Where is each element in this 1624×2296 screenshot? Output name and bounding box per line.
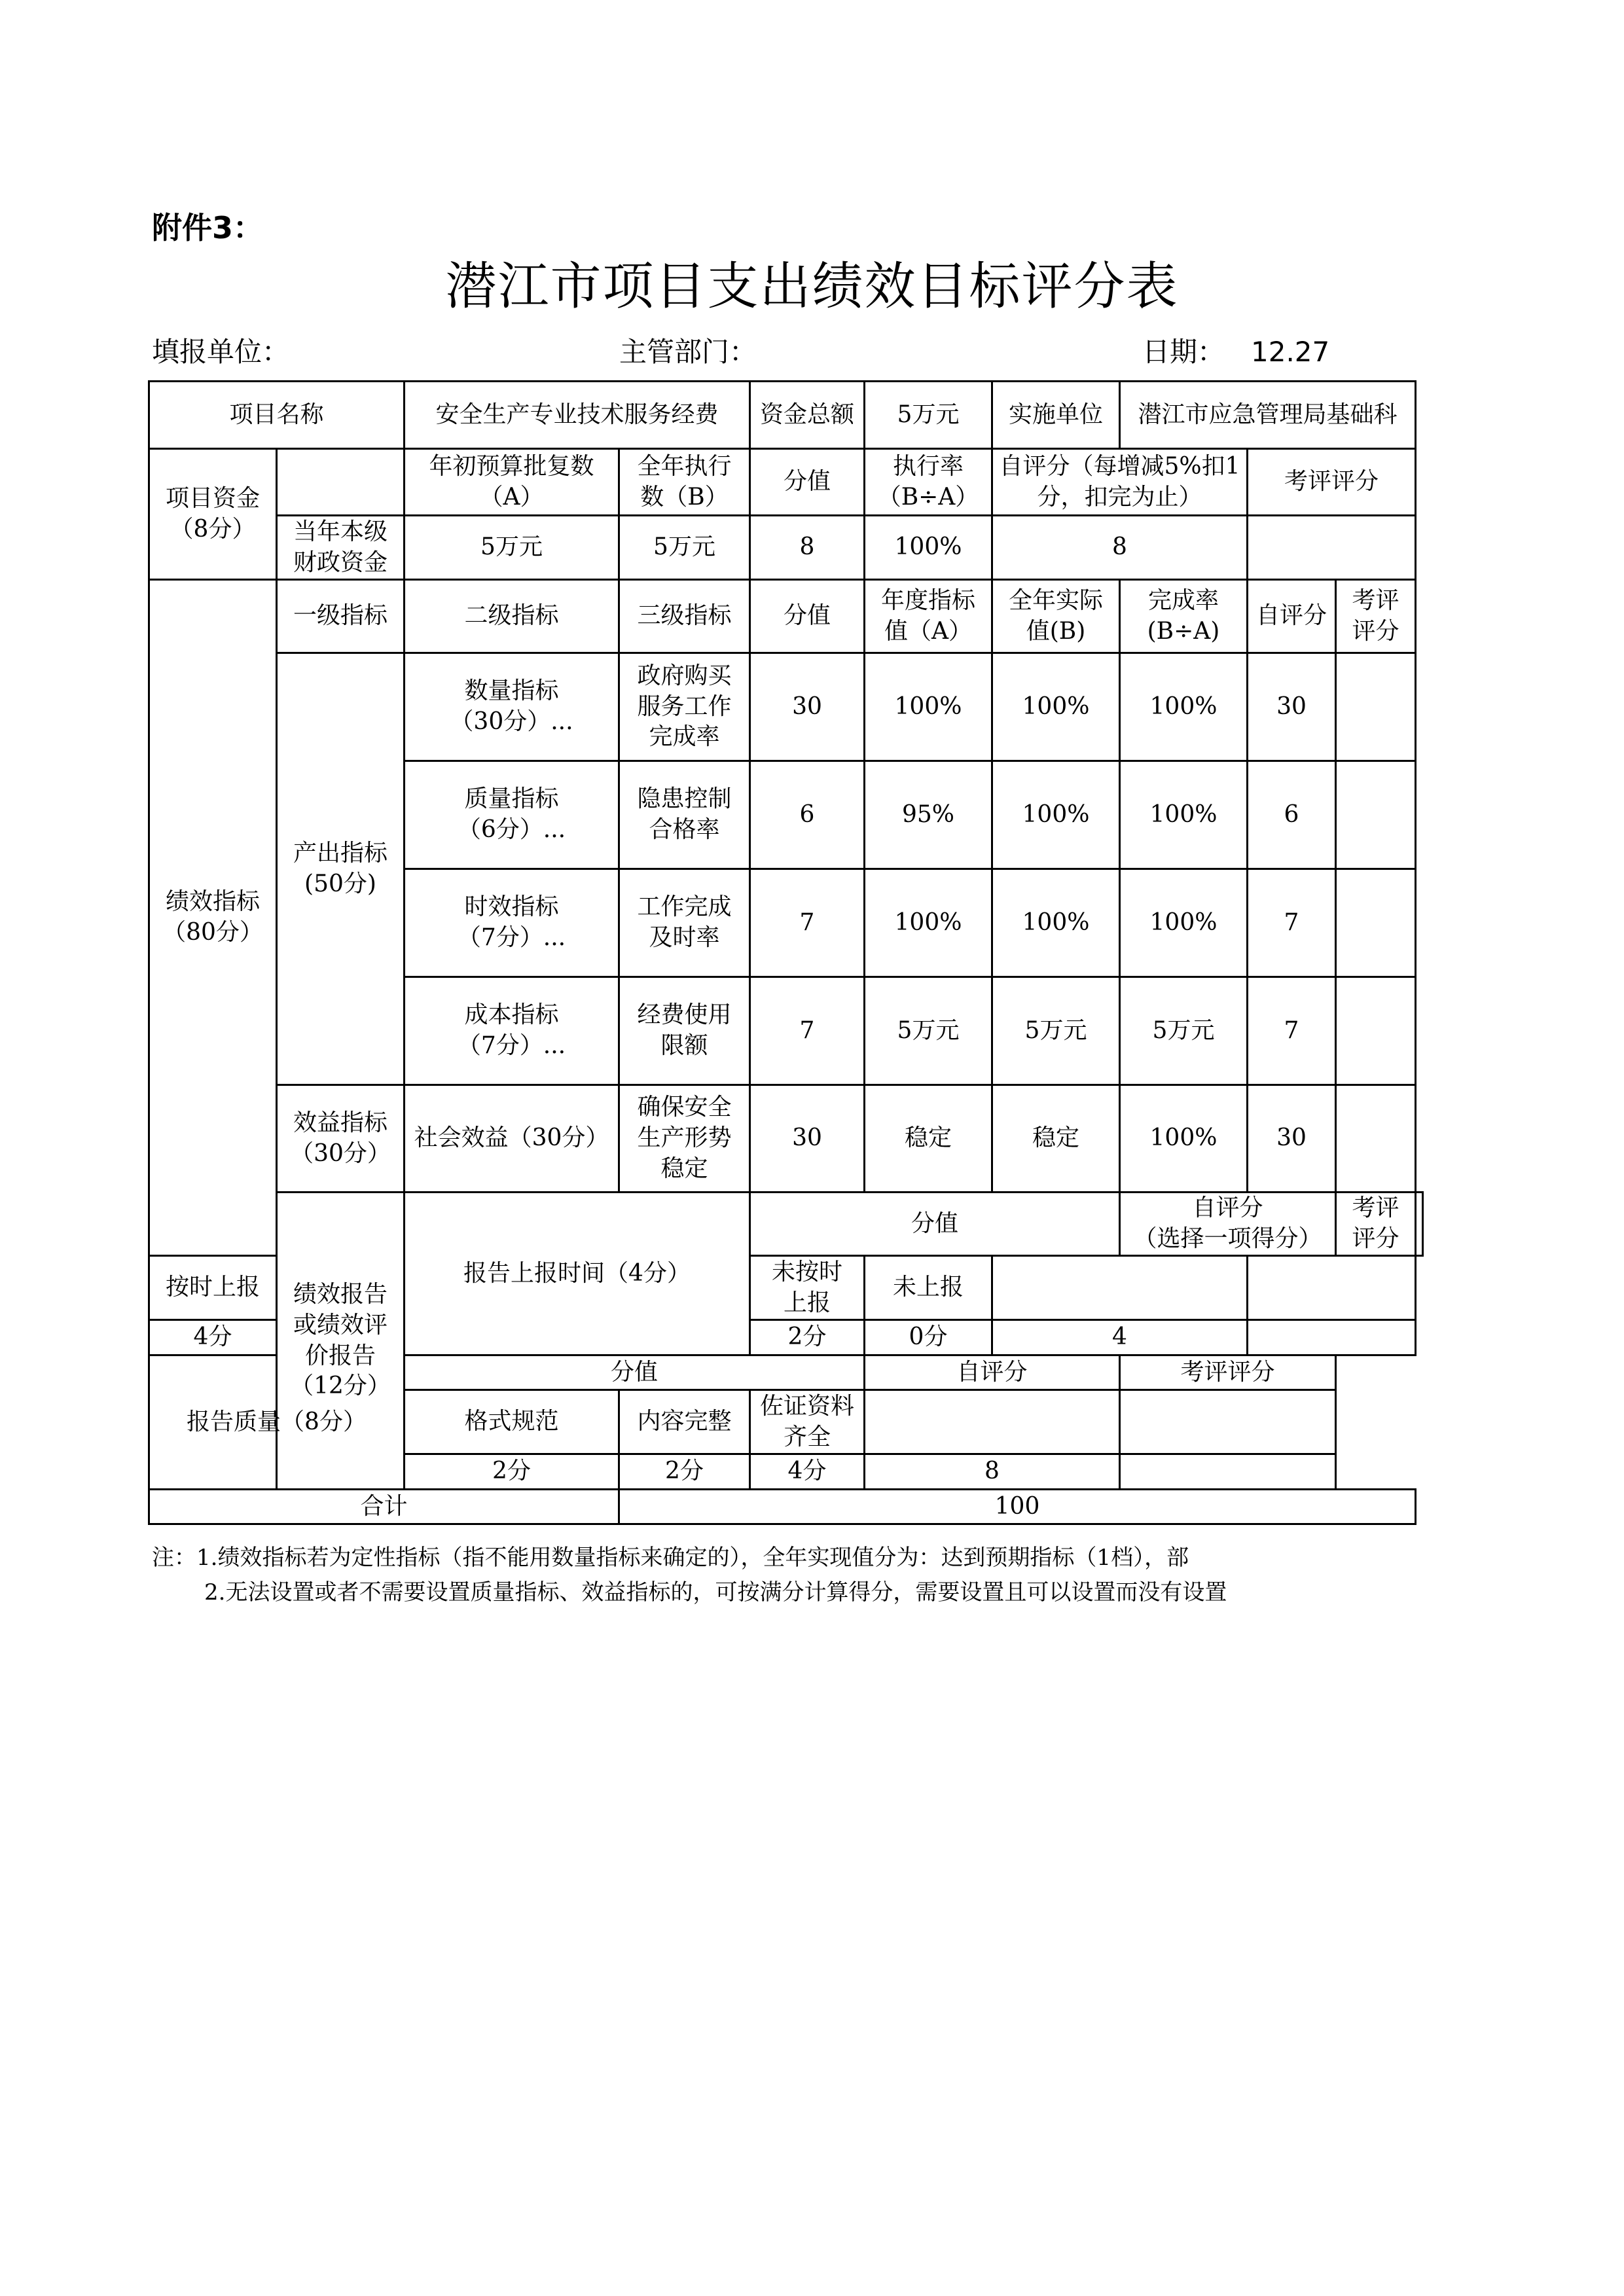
report-quality-score-header: 分值 [405,1355,865,1390]
report-quality-self-value: 8 [865,1454,1120,1490]
report-section-label: 绩效报告 或绩效评 价报告 （12分） [277,1193,405,1490]
report-time-review-header: 考评 评分 [1336,1193,1416,1256]
funds-col-review: 考评评分 [1248,449,1416,516]
report-time-label: 报告上报时间（4分） [405,1193,750,1355]
project-name-label: 项目名称 [149,382,405,449]
indicator-rate: 100% [1120,761,1248,869]
report-quality-self-header: 自评分 [865,1355,1120,1390]
indicator-rate: 100% [1120,653,1248,761]
indicator-level3: 隐患控制 合格率 [619,761,750,869]
funds-blank-cell [277,449,405,516]
indicator-actual: 100% [992,761,1120,869]
note-line-2: 2.无法设置或者不需要设置质量指标、效益指标的，可按满分计算得分，需要设置且可以设置而没有设置 [204,1579,1227,1605]
total-funds-value: 5万元 [865,382,992,449]
report-quality-self-blank [865,1390,1120,1454]
report-time-header-row [149,1193,1423,1256]
output-indicator-label: 产出指标 (50分) [277,653,405,1085]
indicator-self: 30 [1248,1085,1336,1193]
indicator-self: 6 [1248,761,1336,869]
perf-section-label: 绩效指标 （80分） [149,580,277,1256]
indicator-level2: 质量指标 （6分）... [405,761,619,869]
indicator-review [1336,653,1416,761]
report-time-points: 2分 [750,1320,865,1355]
indicator-review [1336,869,1416,977]
indicator-level2: 数量指标 （30分）... [405,653,619,761]
funds-col-budget: 年初预算批复数 （A） [405,449,619,516]
report-time-self-blank [992,1256,1248,1320]
report-time-self-header: 自评分 （选择一项得分） [1120,1193,1336,1256]
perf-col-level1: 一级指标 [277,580,405,653]
total-label: 合计 [149,1490,619,1524]
funds-exec: 5万元 [619,516,750,580]
indicator-self: 7 [1248,869,1336,977]
indicator-score: 6 [750,761,865,869]
report-time-option: 按时上报 [149,1256,277,1320]
perf-col-level3: 三级指标 [619,580,750,653]
funds-budget: 5万元 [405,516,619,580]
attachment-label: 附件3： [152,210,264,245]
perf-col-self: 自评分 [1248,580,1336,653]
report-time-option: 未按时 上报 [750,1256,865,1320]
funds-col-score: 分值 [750,449,865,516]
indicator-level3: 确保安全 生产形势 稳定 [619,1085,750,1193]
perf-col-rate: 完成率 (B÷A) [1120,580,1248,653]
report-time-review-value [1248,1320,1416,1355]
indicator-level2: 成本指标 （7分）... [405,977,619,1085]
score-table [148,380,1424,1525]
department-label: 主管部门： [619,336,757,368]
indicator-score: 7 [750,977,865,1085]
indicator-target: 稳定 [865,1085,992,1193]
indicator-level3: 工作完成 及时率 [619,869,750,977]
date-label: 日期： [1142,336,1225,368]
date-value: 12.27 [1251,336,1330,368]
report-quality-option: 内容完整 [619,1390,750,1454]
report-quality-option: 格式规范 [405,1390,619,1454]
indicator-rate: 5万元 [1120,977,1248,1085]
benefit-indicator-label: 效益指标 （30分） [277,1085,405,1193]
indicator-target: 100% [865,653,992,761]
report-time-self-value: 4 [992,1320,1248,1355]
perf-header-row [149,580,1423,653]
project-row [149,382,1423,449]
indicator-target: 100% [865,869,992,977]
indicator-self: 7 [1248,977,1336,1085]
report-time-review-cell [1248,1256,1416,1320]
funds-score: 8 [750,516,865,580]
funds-rate: 100% [865,516,992,580]
indicator-rate: 100% [1120,869,1248,977]
report-quality-review-value [1120,1454,1336,1490]
table-row [149,653,1423,761]
indicator-actual: 100% [992,869,1120,977]
indicator-target: 5万元 [865,977,992,1085]
indicator-actual: 5万元 [992,977,1120,1085]
funds-row-label: 当年本级 财政资金 [277,516,405,580]
funds-value-row [149,516,1423,580]
report-time-score-header: 分值 [750,1193,1120,1256]
indicator-review [1336,761,1416,869]
indicator-level3: 政府购买 服务工作 完成率 [619,653,750,761]
total-funds-label: 资金总额 [750,382,865,449]
indicator-level3: 经费使用 限额 [619,977,750,1085]
indicator-score: 7 [750,869,865,977]
funds-header-row [149,449,1423,516]
implementer-value: 潜江市应急管理局基础科 [1120,382,1416,449]
implementer-label: 实施单位 [992,382,1120,449]
indicator-score: 30 [750,1085,865,1193]
funds-col-self: 自评分（每增减5%扣1 分，扣完为止） [992,449,1248,516]
indicator-review [1336,977,1416,1085]
table-row [149,1085,1423,1193]
indicator-self: 30 [1248,653,1336,761]
project-name-value: 安全生产专业技术服务经费 [405,382,750,449]
report-quality-review-header: 考评评分 [1120,1355,1336,1390]
funds-review-score [1248,516,1416,580]
perf-col-actual: 全年实际 值(B) [992,580,1120,653]
indicator-score: 30 [750,653,865,761]
perf-col-score: 分值 [750,580,865,653]
funds-section-label: 项目资金 （8分） [149,449,277,580]
date-field [1142,331,1329,370]
report-time-points: 0分 [865,1320,992,1355]
report-quality-points: 2分 [619,1454,750,1490]
indicator-actual: 稳定 [992,1085,1120,1193]
indicator-rate: 100% [1120,1085,1248,1193]
indicator-level2: 时效指标 （7分）... [405,869,619,977]
report-quality-points: 4分 [750,1454,865,1490]
report-time-option: 未上报 [865,1256,992,1320]
total-value: 100 [619,1490,1416,1524]
report-time-points: 4分 [149,1320,277,1355]
report-quality-points: 2分 [405,1454,619,1490]
indicator-review [1336,1085,1416,1193]
report-quality-label: 报告质量（8分） [149,1355,405,1490]
indicator-actual: 100% [992,653,1120,761]
indicator-level2: 社会效益（30分） [405,1085,619,1193]
perf-col-level2: 二级指标 [405,580,619,653]
funds-self-score: 8 [992,516,1248,580]
report-quality-review-cell [1120,1390,1336,1454]
total-row [149,1490,1423,1524]
report-time-review-blank [1416,1193,1423,1256]
perf-col-target: 年度指标 值（A） [865,580,992,653]
page-title: 潜江市项目支出绩效目标评分表 [445,257,1179,316]
report-quality-option: 佐证资料 齐全 [750,1390,865,1454]
perf-col-review: 考评 评分 [1336,580,1416,653]
funds-col-rate: 执行率 （B÷A） [865,449,992,516]
reporting-unit-label: 填报单位： [152,336,290,368]
note-line-1: 注：1.绩效指标若为定性指标（指不能用数量指标来确定的），全年实现值分为：达到预期指标（1档），部 [152,1545,1189,1571]
indicator-target: 95% [865,761,992,869]
funds-col-exec: 全年执行 数（B） [619,449,750,516]
